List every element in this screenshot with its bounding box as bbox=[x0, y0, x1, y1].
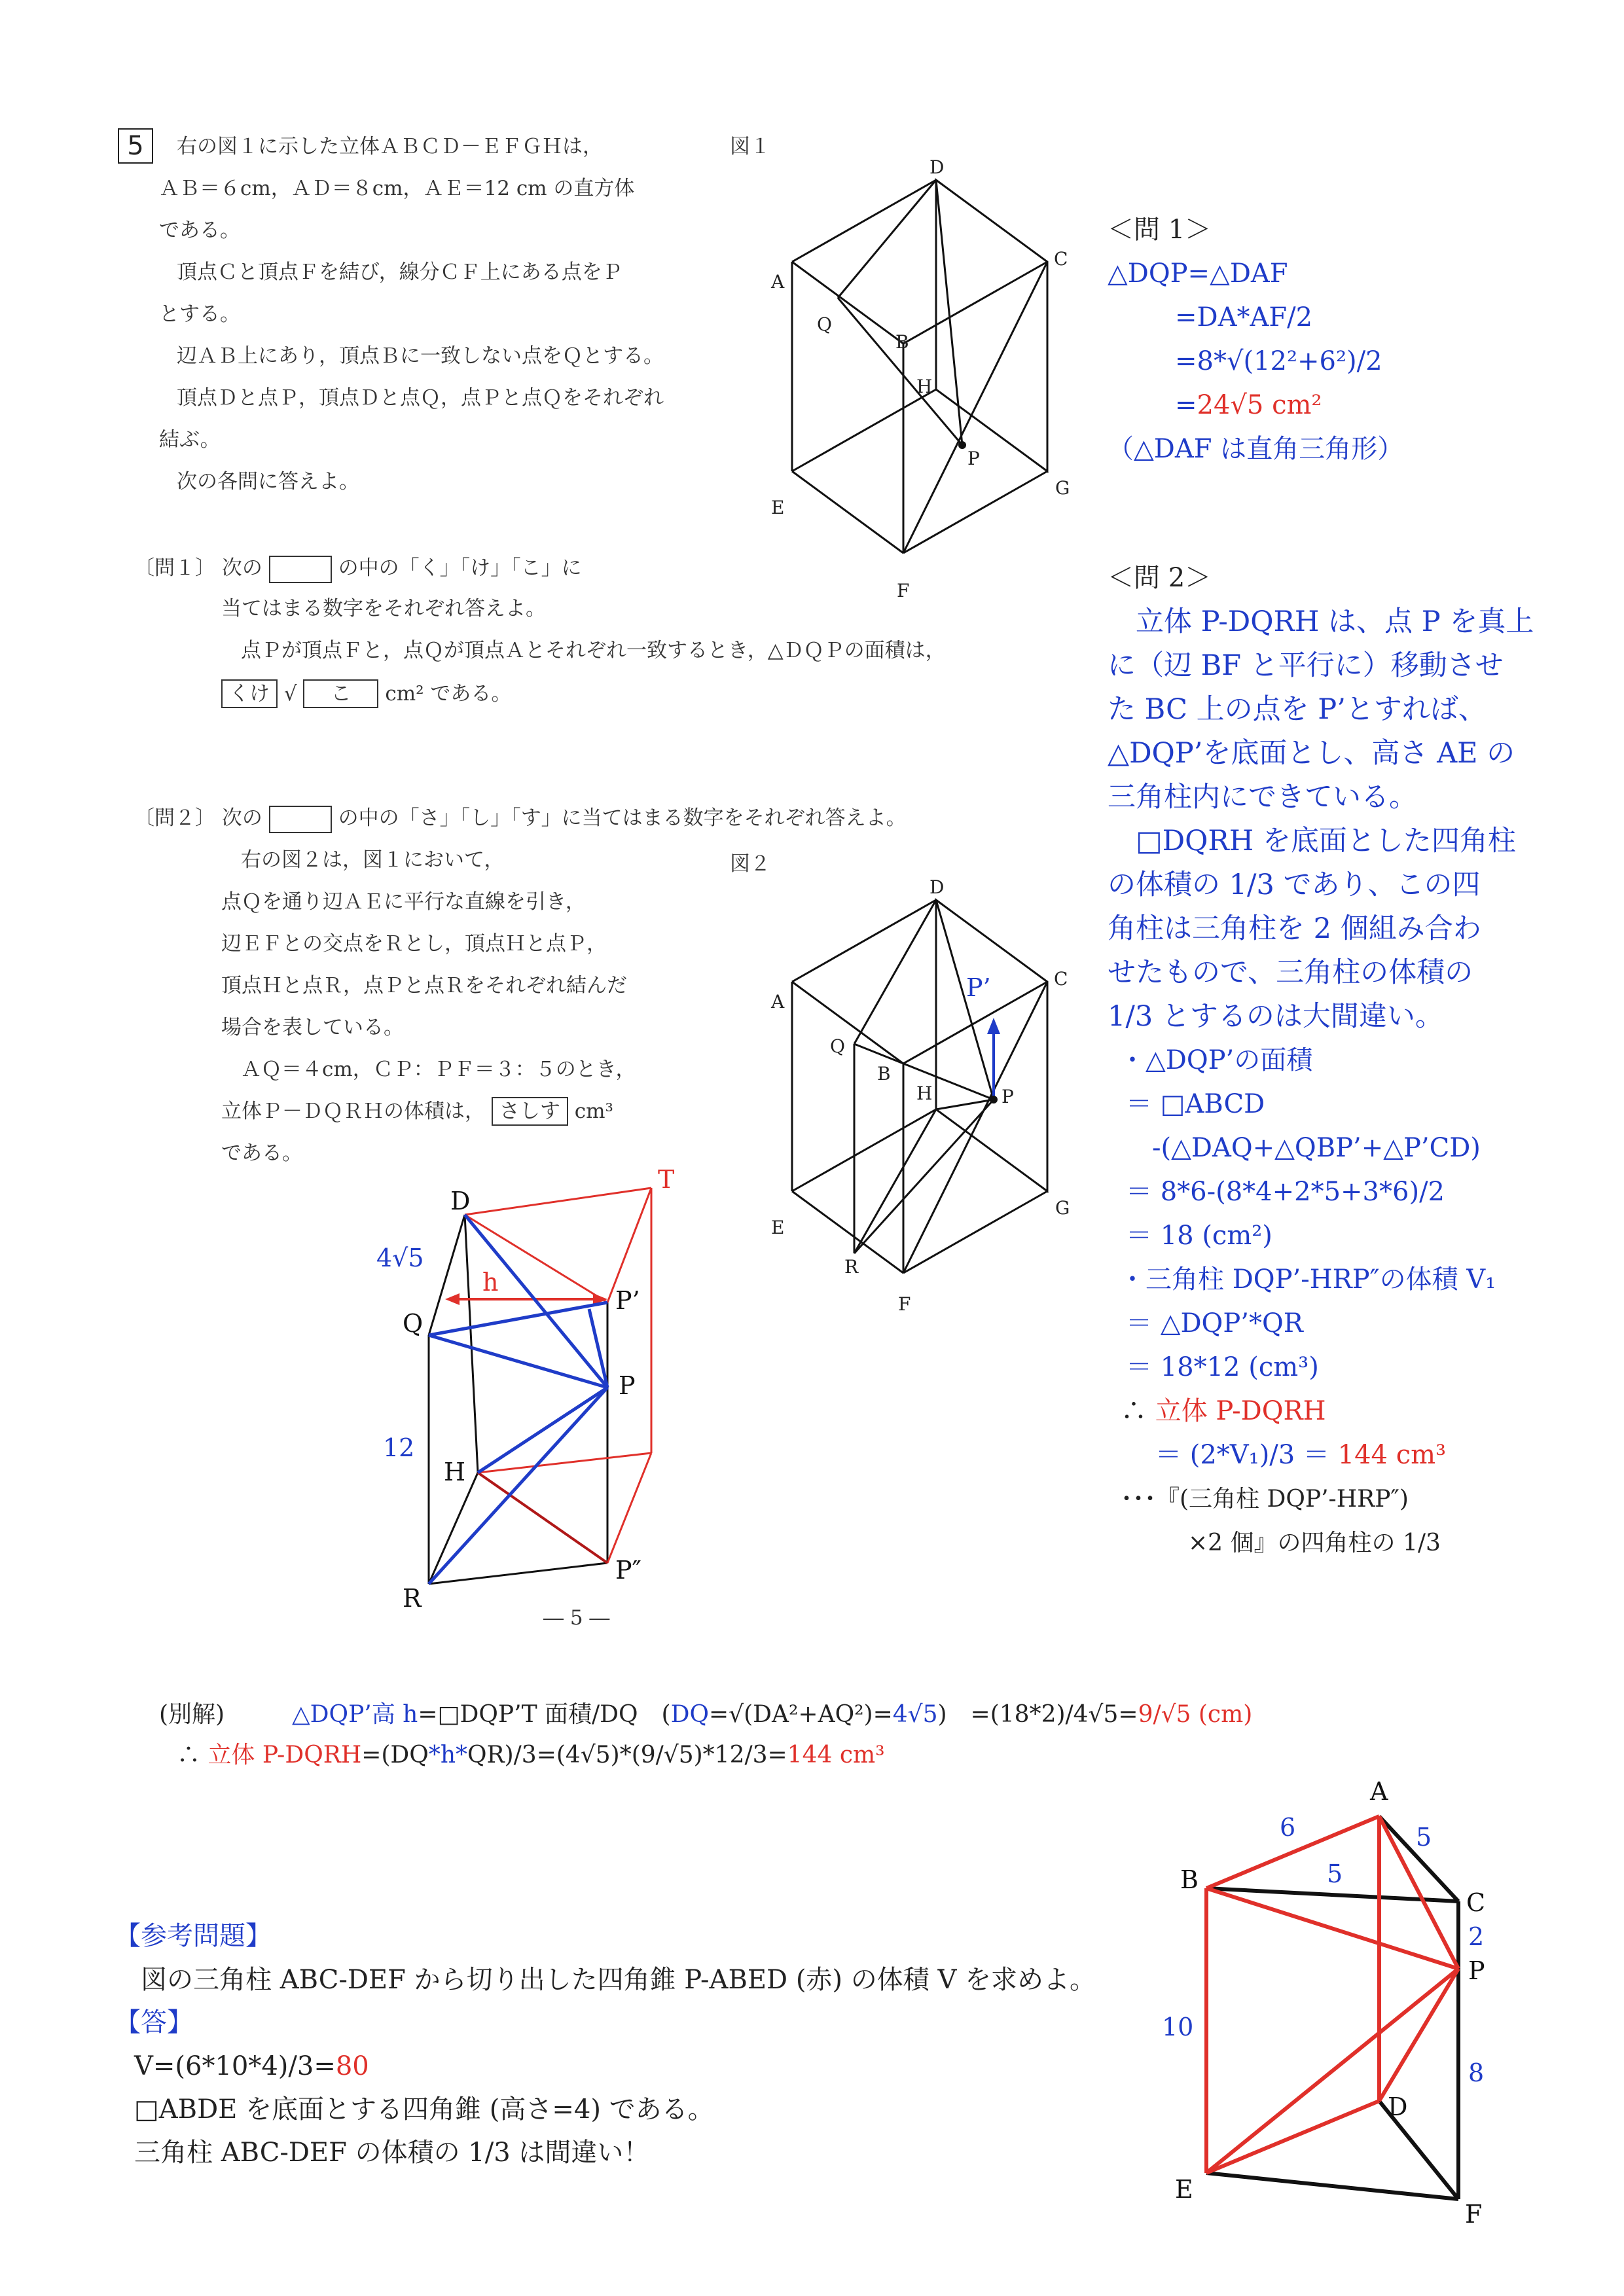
answer1-line-3: =8*√(12²+6²)/2 bbox=[1175, 346, 1382, 376]
fig4-edge-ef bbox=[1206, 2173, 1458, 2199]
ref-line-2: □ABDE を底面とする四角錐 (高さ=4) である。 bbox=[134, 2094, 714, 2125]
q1-text-b: の中の「く」「け」「こ」に bbox=[338, 556, 582, 580]
q2-text-b: の中の「さ」「し」「す」に当てはまる数字をそれぞれ答えよ。 bbox=[338, 806, 907, 830]
alt-h-value: 9/√5 (cm) bbox=[1138, 1701, 1253, 1728]
fig3-label-root5: 4√5 bbox=[376, 1244, 424, 1272]
fig2-label-g: G bbox=[1055, 1197, 1070, 1219]
fig2-label-r: R bbox=[844, 1256, 859, 1278]
answer2-calc-6: ・三角柱 DQP’-HRP″の体積 V₁ bbox=[1119, 1265, 1496, 1295]
q2-answer-box-sashisu: さしす bbox=[492, 1097, 568, 1126]
ref-answer-eq: V=(6*10*4)/3= bbox=[134, 2051, 336, 2081]
answer2-para1-1: 立体 P-DQRH は、点 P を真上 bbox=[1108, 605, 1534, 638]
ref-question: 図の三角柱 ABC-DEF から切り出した四角錐 P-ABED (赤) の体積 V を求めよ。 bbox=[141, 1965, 1096, 1995]
intro-line-8: 結ぶ。 bbox=[159, 428, 221, 452]
fig4-line-dp bbox=[1379, 1969, 1458, 2101]
fig4-label-d: D bbox=[1388, 2092, 1408, 2121]
answer2-volume-value: 144 cm³ bbox=[1337, 1440, 1447, 1470]
fig4-label-e: E bbox=[1175, 2175, 1193, 2204]
answer2-calc-5: ＝ 18 (cm²) bbox=[1126, 1221, 1272, 1251]
fig4-label-b: B bbox=[1180, 1865, 1199, 1894]
answer2-calc-7: ＝ △DQP’*QR bbox=[1126, 1308, 1303, 1338]
fig3-label-d: D bbox=[450, 1187, 471, 1215]
ref-answer-value: 80 bbox=[335, 2051, 369, 2081]
q2-line-7: ＡＱ＝４cm，ＣＰ：ＰＦ＝３：５のとき， bbox=[241, 1058, 636, 1081]
answer2-heading: ＜問 2＞ bbox=[1108, 563, 1212, 593]
alt-height-h: △DQP’高 h bbox=[292, 1701, 418, 1728]
q2-line-5: 頂点Ｈと点Ｒ，点Ｐと点Ｒをそれぞれ結んだ bbox=[221, 974, 627, 997]
fig1-label-c: C bbox=[1054, 248, 1068, 270]
intro-line-7: 頂点Ｄと点Ｐ，頂点Ｄと点Ｑ，点Ｐと点Ｑをそれぞれ bbox=[177, 386, 664, 410]
alt-eq-b: QR)/3=(4√5)*(9/√5)*12/3= bbox=[467, 1742, 787, 1768]
alt-eq-h: *h* bbox=[428, 1742, 467, 1768]
fig4-label-2: 2 bbox=[1468, 1922, 1485, 1951]
fig3-label-r: R bbox=[403, 1584, 422, 1613]
fig2-label-d: D bbox=[929, 876, 945, 898]
fig3-label-12: 12 bbox=[383, 1433, 415, 1462]
answer2-volume-label: 立体 P-DQRH bbox=[1155, 1396, 1326, 1426]
answer1-line-2: =DA*AF/2 bbox=[1175, 302, 1313, 332]
q1-text-a: 次の bbox=[221, 556, 262, 580]
fig2-label-e: E bbox=[771, 1217, 785, 1238]
alt-eq-a: =(DQ bbox=[361, 1742, 429, 1768]
fig1-label-p: P bbox=[967, 448, 980, 469]
q1-answer-box-ko: こ bbox=[303, 679, 378, 708]
alt-volume-value: 144 cm³ bbox=[787, 1742, 885, 1768]
fig2-label-a: A bbox=[771, 991, 785, 1013]
fig3-label-q: Q bbox=[403, 1309, 424, 1338]
therefore-symbol: ∴ bbox=[1121, 1396, 1147, 1426]
answer2-para1-4: △DQP’を底面とし、高さ AE の bbox=[1108, 737, 1515, 770]
fig3-label-t: T bbox=[658, 1165, 675, 1194]
fig4-line-ep bbox=[1206, 1969, 1458, 2173]
fig2-label-h: H bbox=[916, 1083, 933, 1104]
intro-line-6: 辺ＡＢ上にあり，頂点Ｂに一致しない点をＱとする。 bbox=[177, 344, 664, 368]
fig2-label-b: B bbox=[877, 1063, 891, 1085]
fig4-label-5-ac: 5 bbox=[1416, 1823, 1432, 1852]
answer1-value: 24√5 cm² bbox=[1197, 390, 1322, 420]
fig4-label-a: A bbox=[1370, 1777, 1388, 1806]
answer2-para2-4: せたもので、三角柱の体積の bbox=[1108, 956, 1473, 989]
alt-part2: =□DQP’T 面積/DQ ( bbox=[418, 1701, 671, 1728]
fig4-label-5-bc: 5 bbox=[1327, 1859, 1343, 1888]
q1-line-3: 点Ｐが頂点Ｆと，点Ｑが頂点Ａとそれぞれ一致するとき，△ＤＱＰの面積は， bbox=[241, 639, 946, 662]
fig3-label-p: P bbox=[619, 1371, 636, 1400]
fig4-label-10: 10 bbox=[1162, 2013, 1194, 2041]
fig2-label-f: F bbox=[898, 1293, 911, 1315]
intro-line-2: ＡＢ＝６cm，ＡＤ＝８cm，ＡＥ＝12 cm の直方体 bbox=[159, 177, 635, 200]
fig1-label-g: G bbox=[1055, 477, 1070, 499]
q1-tail: cm² である。 bbox=[385, 682, 512, 706]
answer2-note-1: ･･･『(三角柱 DQP’-HRP″) bbox=[1121, 1486, 1409, 1513]
q1-line-2: 当てはまる数字をそれぞれ答えよ。 bbox=[221, 597, 546, 620]
fig1-label: 図１ bbox=[730, 135, 770, 158]
fig4-label-8: 8 bbox=[1468, 2058, 1485, 2087]
alt-part4: =√(DA²+AQ²)= bbox=[708, 1701, 893, 1728]
answer1-eq: = bbox=[1175, 390, 1197, 420]
fig4-label-p: P bbox=[1468, 1956, 1485, 1985]
answer2-para1-2: に（辺 BF と平行に）移動させ bbox=[1108, 649, 1504, 682]
q2-line-3: 点Ｑを通り辺ＡＥに平行な直線を引き， bbox=[221, 890, 586, 914]
answer1-line-1: △DQP=△DAF bbox=[1108, 259, 1288, 289]
fig1-label-q: Q bbox=[817, 314, 832, 335]
page-number: ― 5 ― bbox=[543, 1606, 610, 1630]
answer2-para2-3: 角柱は三角柱を 2 個組み合わ bbox=[1108, 912, 1481, 945]
fig3-label-h: H bbox=[444, 1458, 466, 1486]
fig1-label-b: B bbox=[895, 331, 909, 353]
fig4-label-c: C bbox=[1466, 1888, 1486, 1917]
answer1-heading: ＜問 1＞ bbox=[1108, 215, 1212, 245]
fig3-label-pprime: P’ bbox=[615, 1286, 640, 1315]
q2-line-4: 辺ＥＦとの交点をＲとし，頂点Ｈと点Ｐ， bbox=[221, 932, 607, 956]
answer2-calc-1: ・△DQP’の面積 bbox=[1119, 1045, 1313, 1075]
answer1-note: （△DAF は直角三角形） bbox=[1108, 434, 1404, 464]
answer2-para1-3: た BC 上の点を P’とすれば、 bbox=[1108, 693, 1487, 726]
ref-line-3: 三角柱 ABC-DEF の体積の 1/3 は間違い！ bbox=[134, 2138, 650, 2168]
answer2-calc-8: ＝ 18*12 (cm³) bbox=[1126, 1352, 1319, 1382]
alt-part6: ) =(18*2)/4√5= bbox=[937, 1701, 1138, 1728]
alt-dq: DQ bbox=[670, 1701, 709, 1728]
fig2-label-q: Q bbox=[830, 1035, 845, 1057]
answer2-calc-3: -(△DAQ+△QBP’+△P’CD) bbox=[1126, 1133, 1481, 1163]
q2-line-2: 右の図２は，図１において， bbox=[241, 848, 505, 872]
q1-root: √ bbox=[283, 682, 297, 706]
q2-end: である。 bbox=[221, 1141, 302, 1165]
answer2-para2-2: の体積の 1/3 であり、この四 bbox=[1108, 869, 1481, 901]
fig1-label-h: H bbox=[916, 376, 933, 397]
q1-answer-box-kuke: くけ bbox=[221, 679, 278, 708]
intro-line-1: 右の図１に示した立体ＡＢＣＤ－ＥＦＧＨは， bbox=[177, 135, 603, 158]
fig3-label-pdoubleprime: P″ bbox=[615, 1556, 641, 1585]
fig4-edge-ed bbox=[1206, 2101, 1379, 2173]
q1-tag: 〔問１〕 bbox=[134, 556, 215, 580]
fig2-label: 図２ bbox=[730, 852, 770, 876]
fig2-label-c: C bbox=[1054, 968, 1068, 990]
fig4-label-6: 6 bbox=[1280, 1813, 1296, 1842]
alt-therefore: ∴ bbox=[177, 1742, 201, 1768]
fig1-label-a: A bbox=[771, 271, 785, 293]
answer2-para2-1: □DQRH を底面とした四角柱 bbox=[1108, 825, 1516, 857]
fig4-label-f: F bbox=[1465, 2200, 1483, 2229]
ref-heading: 【参考問題】 bbox=[115, 1921, 272, 1951]
answer2-note-2: ×2 個』の四角柱の 1/3 bbox=[1188, 1530, 1441, 1556]
problem-number: 5 bbox=[118, 128, 153, 164]
q2-volume-unit: cm³ bbox=[574, 1100, 613, 1123]
intro-line-4: 頂点Ｃと頂点Ｆを結び，線分ＣＦ上にある点をＰ bbox=[177, 260, 623, 284]
answer2-calc-4: ＝ 8*6-(8*4+2*5+3*6)/2 bbox=[1126, 1177, 1445, 1207]
intro-line-3: である。 bbox=[159, 219, 240, 242]
answer2-volume-eq: ＝ (2*V₁)/3 ＝ bbox=[1155, 1440, 1329, 1470]
fig3-label-h-distance: h bbox=[482, 1268, 499, 1297]
ref-answer-heading: 【答】 bbox=[115, 2007, 193, 2037]
answer2-para2-5: 1/3 とするのは大間違い。 bbox=[1108, 1000, 1443, 1033]
fig2-label-p: P bbox=[1001, 1086, 1014, 1107]
answer2-calc-2: ＝ □ABCD bbox=[1126, 1089, 1265, 1119]
alt-4root5: 4√5 bbox=[892, 1701, 938, 1728]
intro-line-9: 次の各問に答えよ。 bbox=[177, 470, 359, 493]
alt-label: (別解) bbox=[159, 1701, 225, 1728]
q2-volume-text: 立体Ｐ－ＤＱＲＨの体積は， bbox=[221, 1100, 485, 1123]
q2-text-a: 次の bbox=[221, 806, 262, 830]
alt-volume-label: 立体 P-DQRH bbox=[208, 1742, 362, 1768]
answer2-para1-5: 三角柱内にできている。 bbox=[1108, 781, 1417, 814]
q2-tag: 〔問２〕 bbox=[134, 806, 215, 830]
fig1-label-d: D bbox=[929, 156, 945, 178]
fig1-label-e: E bbox=[771, 497, 785, 518]
fig1-label-f: F bbox=[897, 580, 910, 601]
intro-line-5: とする。 bbox=[159, 302, 240, 326]
fig2-label-pprime: P’ bbox=[966, 973, 991, 1002]
q2-line-6: 場合を表している。 bbox=[221, 1016, 404, 1039]
